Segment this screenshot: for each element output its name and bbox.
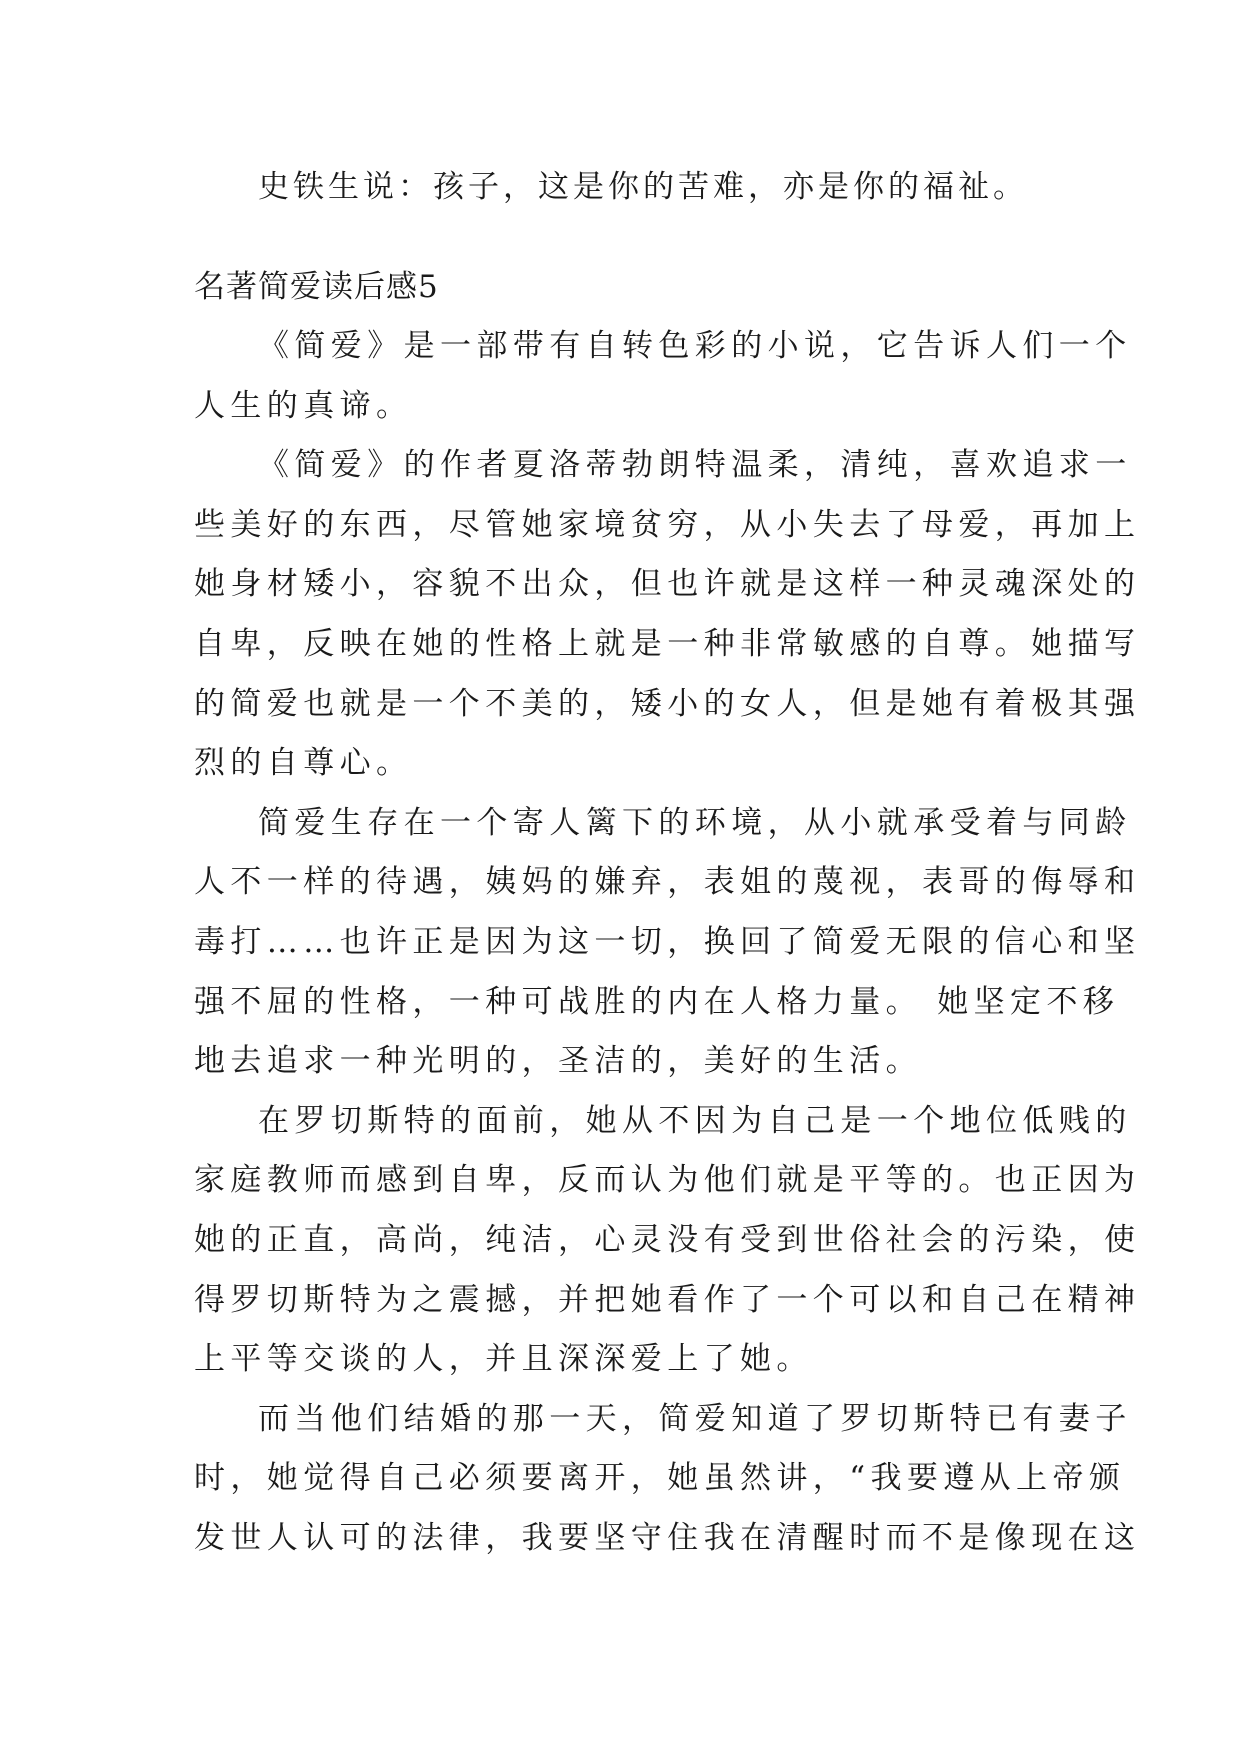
paragraph-line: 发世人认可的法律，我要坚守住我在清醒时而不是像现在这: [194, 1519, 1141, 1556]
quote-line: 史铁生说：孩子，这是你的苦难，亦是你的福祉。: [258, 169, 1028, 205]
paragraph-5: [194, 1390, 1141, 1569]
paragraph-line: 的简爱也就是一个不美的，矮小的女人，但是她有着极其强: [194, 685, 1141, 722]
paragraph-3: [194, 794, 1141, 1092]
paragraph-line: 人生的真谛。: [194, 387, 413, 424]
paragraph-line: 烈的自尊心。: [194, 745, 413, 782]
document-body: [194, 157, 1141, 1568]
paragraph-line: 《简爱》是一部带有自转色彩的小说，它告诉人们一个: [258, 328, 1132, 364]
paragraph-1: [194, 317, 1132, 436]
paragraph-line: 在罗切斯特的面前，她从不因为自己是一个地位低贱的: [258, 1102, 1132, 1139]
paragraph-4: [194, 1092, 1141, 1390]
paragraph-line: 些美好的东西，尽管她家境贫穷，从小失去了母爱，再加上: [194, 506, 1141, 543]
paragraph-line: 自卑，反映在她的性格上就是一种非常敏感的自尊。她描写: [194, 625, 1141, 662]
paragraph-line: 《简爱》的作者夏洛蒂勃朗特温柔，清纯，喜欢追求一: [258, 447, 1132, 484]
paragraph-line: 毒打……也许正是因为这一切，换回了简爱无限的信心和坚: [194, 923, 1141, 960]
paragraph-line: 强不屈的性格，一种可战胜的内在人格力量。 她坚定不移: [194, 983, 1120, 1020]
paragraph-2: [194, 436, 1141, 794]
paragraph-line: 而当他们结婚的那一天，简爱知道了罗切斯特已有妻子: [258, 1400, 1132, 1437]
paragraph-line: 她的正直，高尚，纯洁，心灵没有受到世俗社会的污染，使: [194, 1221, 1141, 1258]
paragraph-line: 她身材矮小，容貌不出众，但也许就是这样一种灵魂深处的: [194, 566, 1141, 603]
paragraph-line: 简爱生存在一个寄人篱下的环境，从小就承受着与同龄: [258, 804, 1132, 841]
paragraph-line: 地去追求一种光明的，圣洁的，美好的生活。: [194, 1043, 922, 1080]
paragraph-line: 上平等交谈的人，并且深深爱上了她。: [194, 1341, 813, 1378]
paragraph-line: 人不一样的待遇，姨妈的嫌弃，表姐的蔑视，表哥的侮辱和: [194, 864, 1141, 901]
paragraph-line: 得罗切斯特为之震撼，并把她看作了一个可以和自己在精神: [194, 1281, 1141, 1318]
paragraph-line: 时，她觉得自己必须要离开，她虽然讲，“我要遵从上帝颁: [194, 1460, 1126, 1497]
section-title: 名著简爱读后感5: [194, 269, 439, 305]
paragraph-line: 家庭教师而感到自卑，反而认为他们就是平等的。也正因为: [194, 1162, 1141, 1199]
